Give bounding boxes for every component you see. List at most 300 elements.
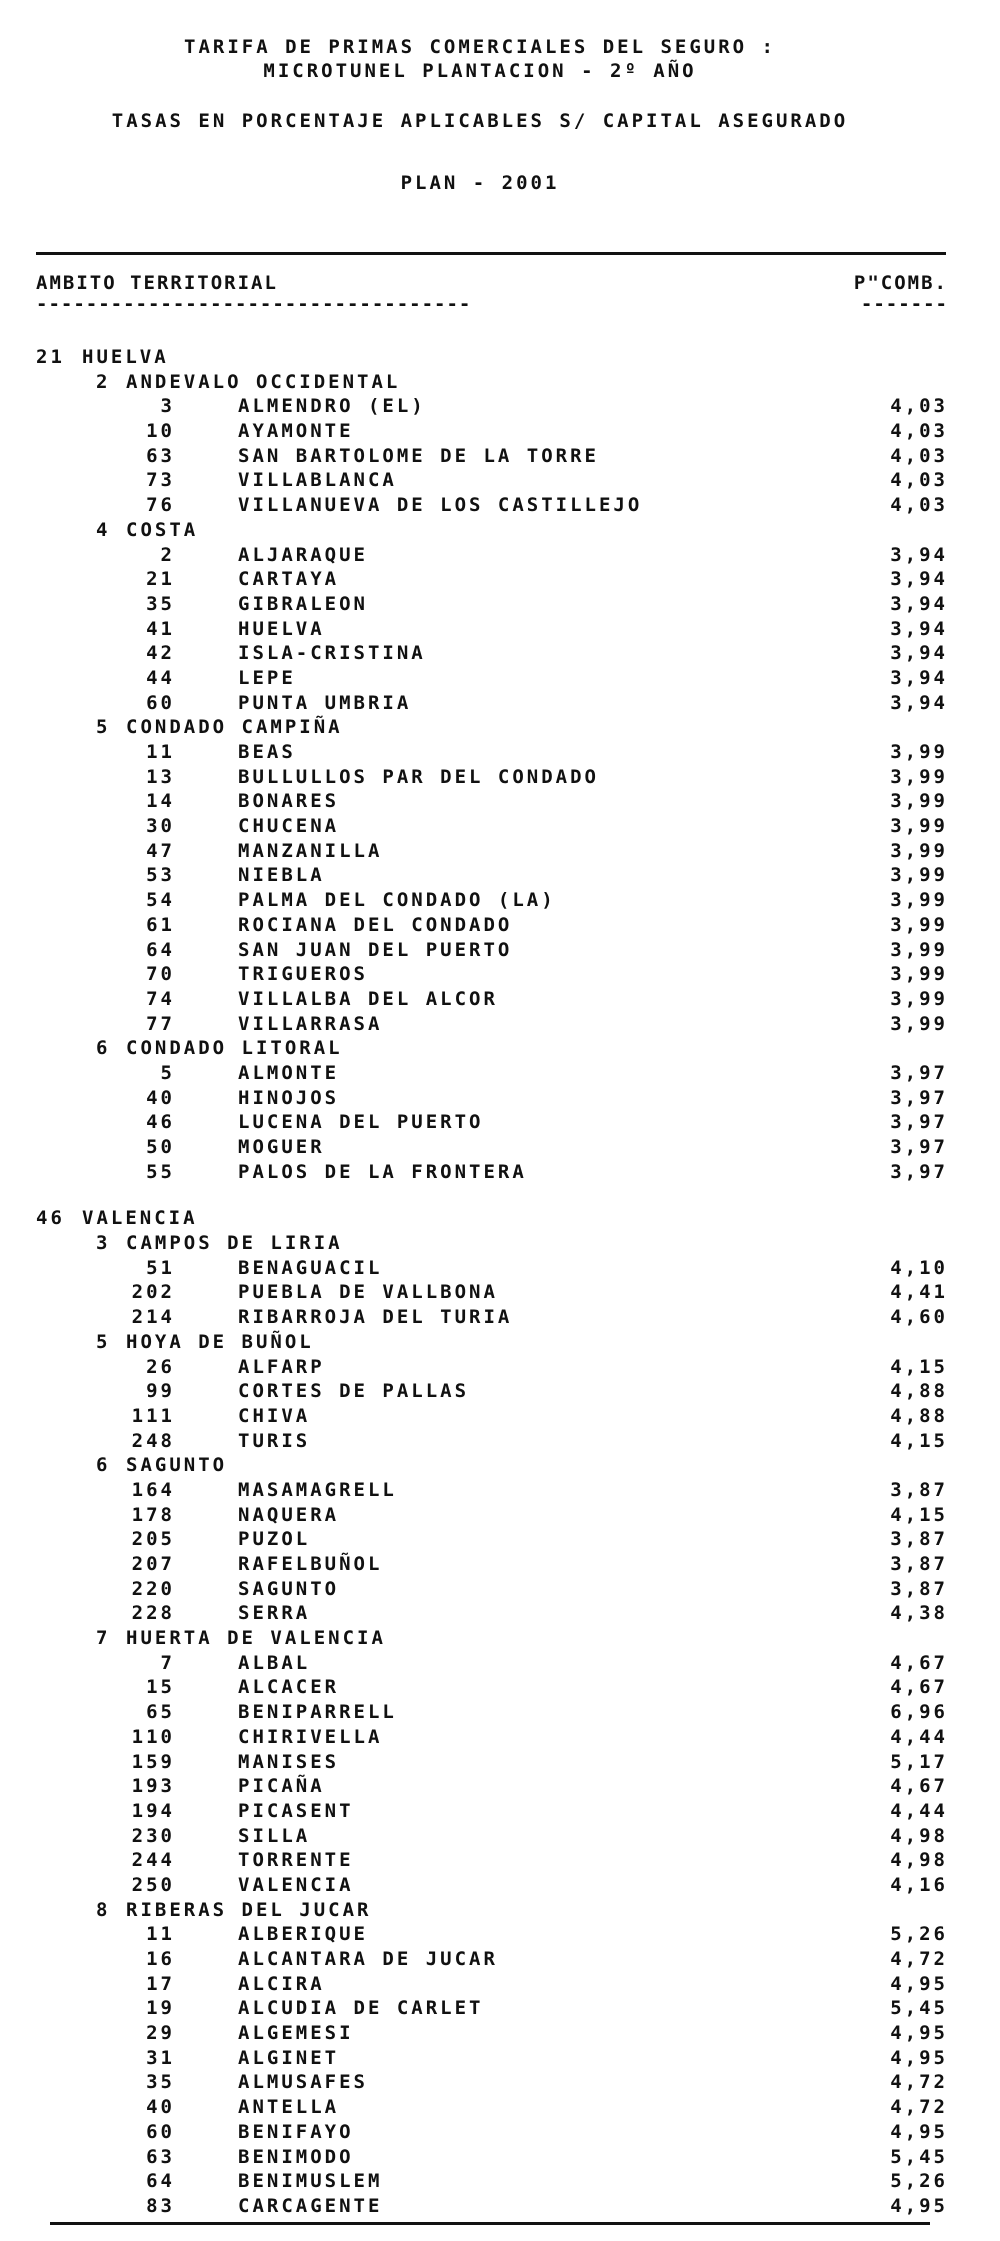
row-name: ROCIANA DEL CONDADO bbox=[238, 913, 513, 936]
row-name: LUCENA DEL PUERTO bbox=[238, 1111, 484, 1134]
row-name: TORRENTE bbox=[238, 1849, 354, 1872]
row-code: 40 bbox=[146, 1086, 175, 1109]
row-rate: 4,60 bbox=[890, 1306, 948, 1329]
row-code: 77 bbox=[146, 1012, 175, 1035]
row-name: ALMONTE bbox=[238, 1061, 340, 1084]
row-code: 111 bbox=[131, 1404, 175, 1427]
row-code: 6 bbox=[96, 1037, 111, 1060]
row-rate: 3,99 bbox=[890, 1012, 948, 1035]
municipality-row bbox=[0, 2021, 1000, 2046]
municipality-row bbox=[0, 419, 1000, 444]
municipality-row bbox=[0, 2194, 1000, 2219]
municipality-row bbox=[0, 1404, 1000, 1429]
row-rate: 4,72 bbox=[890, 1948, 948, 1970]
row-code: 2 bbox=[96, 370, 111, 393]
municipality-row bbox=[0, 2169, 1000, 2194]
row-rate: 3,97 bbox=[890, 1086, 948, 1109]
municipality-row bbox=[0, 1947, 1000, 1972]
municipality-row bbox=[0, 1922, 1000, 1947]
row-code: 35 bbox=[146, 592, 175, 615]
row-name: PALMA DEL CONDADO (LA) bbox=[238, 889, 556, 912]
row-name: BENIMUSLEM bbox=[238, 2170, 383, 2193]
row-code: 73 bbox=[146, 469, 175, 492]
row-code: 60 bbox=[146, 691, 175, 714]
row-code: 42 bbox=[146, 642, 175, 665]
row-code: 64 bbox=[146, 2170, 175, 2193]
row-code: 26 bbox=[146, 1355, 175, 1378]
row-rate: 5,45 bbox=[890, 1997, 948, 2020]
row-rate: 3,94 bbox=[890, 642, 948, 665]
row-code: 17 bbox=[146, 1972, 175, 1995]
row-code: 44 bbox=[146, 666, 175, 689]
comarca-row bbox=[0, 1453, 1000, 1478]
row-rate: 4,95 bbox=[890, 2022, 948, 2045]
row-name: ALGINET bbox=[238, 2046, 340, 2069]
row-code: 10 bbox=[146, 420, 175, 443]
row-rate: 3,99 bbox=[890, 839, 948, 862]
row-rate: 4,67 bbox=[890, 1651, 948, 1674]
row-rate: 5,26 bbox=[890, 1923, 948, 1946]
row-rate: 4,72 bbox=[890, 2096, 948, 2119]
row-name: VALENCIA bbox=[82, 1207, 198, 1230]
row-rate: 4,95 bbox=[890, 1972, 948, 1995]
municipality-row bbox=[0, 617, 1000, 642]
row-rate: 6,96 bbox=[890, 1701, 948, 1724]
municipality-row bbox=[0, 2120, 1000, 2145]
municipality-row bbox=[0, 2046, 1000, 2071]
column-header-rate: P"COMB. bbox=[853, 272, 948, 294]
row-name: HUERTA DE VALENCIA bbox=[126, 1627, 386, 1650]
municipality-row bbox=[0, 789, 1000, 814]
row-name: NAQUERA bbox=[238, 1503, 340, 1526]
row-rate: 4,03 bbox=[890, 444, 948, 467]
row-code: 178 bbox=[131, 1503, 175, 1526]
row-code: 47 bbox=[146, 839, 175, 862]
row-name: BULLULLOS PAR DEL CONDADO bbox=[238, 765, 599, 788]
row-name: ANDEVALO OCCIDENTAL bbox=[126, 370, 401, 393]
row-rate: 4,67 bbox=[890, 1775, 948, 1798]
row-rate: 4,41 bbox=[890, 1281, 948, 1304]
row-rate: 4,88 bbox=[890, 1380, 948, 1403]
row-rate: 3,99 bbox=[890, 963, 948, 986]
row-name: PUZOL bbox=[238, 1528, 311, 1551]
row-rate: 3,87 bbox=[890, 1577, 948, 1600]
row-rate: 3,97 bbox=[890, 1160, 948, 1183]
row-code: 7 bbox=[96, 1627, 111, 1650]
row-name: ALCACER bbox=[238, 1676, 340, 1699]
municipality-row bbox=[0, 1110, 1000, 1135]
row-name: ALBERIQUE bbox=[238, 1923, 368, 1946]
row-name: BONARES bbox=[238, 790, 340, 813]
row-rate: 4,15 bbox=[890, 1355, 948, 1378]
plan-label: PLAN - 2001 bbox=[400, 172, 560, 194]
row-code: 228 bbox=[131, 1602, 175, 1625]
document-title-line2: MICROTUNEL PLANTACION - 2º AÑO bbox=[263, 60, 697, 82]
row-rate: 4,03 bbox=[890, 420, 948, 443]
municipality-row bbox=[0, 1700, 1000, 1725]
top-rule bbox=[36, 252, 946, 255]
row-rate: 4,16 bbox=[890, 1873, 948, 1896]
row-rate: 3,97 bbox=[890, 1136, 948, 1158]
row-rate: 3,97 bbox=[890, 1061, 948, 1084]
municipality-row bbox=[0, 493, 1000, 518]
row-code: 8 bbox=[96, 1898, 111, 1921]
row-name: PUNTA UMBRIA bbox=[238, 691, 412, 714]
municipality-row bbox=[0, 1972, 1000, 1997]
municipality-row bbox=[0, 1824, 1000, 1849]
municipality-row bbox=[0, 1750, 1000, 1775]
row-rate: 3,94 bbox=[890, 666, 948, 689]
row-rate: 3,94 bbox=[890, 617, 948, 640]
municipality-row bbox=[0, 1160, 1000, 1185]
municipality-row bbox=[0, 394, 1000, 419]
municipality-row bbox=[0, 962, 1000, 987]
municipality-row bbox=[0, 1012, 1000, 1037]
row-rate: 5,17 bbox=[890, 1750, 948, 1773]
row-name: ALJARAQUE bbox=[238, 543, 368, 566]
row-code: 83 bbox=[146, 2194, 175, 2217]
row-name: PICAÑA bbox=[238, 1775, 325, 1798]
row-name: VALENCIA bbox=[238, 1873, 354, 1896]
municipality-row bbox=[0, 1429, 1000, 1454]
municipality-row bbox=[0, 888, 1000, 913]
row-name: TURIS bbox=[238, 1429, 311, 1452]
column-underline-rate: ------- bbox=[860, 293, 948, 315]
municipality-row bbox=[0, 814, 1000, 839]
row-rate: 3,99 bbox=[890, 889, 948, 912]
row-code: 194 bbox=[131, 1799, 175, 1822]
municipality-row bbox=[0, 666, 1000, 691]
province-row bbox=[0, 345, 1000, 370]
municipality-row bbox=[0, 1774, 1000, 1799]
row-name: HUELVA bbox=[82, 346, 169, 368]
row-name: MASAMAGRELL bbox=[238, 1478, 397, 1501]
comarca-row bbox=[0, 370, 1000, 395]
row-name: RAFELBUÑOL bbox=[238, 1553, 383, 1575]
municipality-row bbox=[0, 863, 1000, 888]
row-code: 214 bbox=[131, 1306, 175, 1329]
row-code: 110 bbox=[131, 1725, 175, 1748]
row-name: ISLA-CRISTINA bbox=[238, 642, 426, 665]
row-code: 16 bbox=[146, 1948, 175, 1970]
row-rate: 5,26 bbox=[890, 2170, 948, 2193]
row-code: 13 bbox=[146, 765, 175, 788]
row-rate: 3,87 bbox=[890, 1478, 948, 1501]
row-rate: 4,72 bbox=[890, 2071, 948, 2094]
municipality-row bbox=[0, 1086, 1000, 1111]
row-rate: 3,99 bbox=[890, 938, 948, 961]
row-name: ALFARP bbox=[238, 1355, 325, 1378]
municipality-row bbox=[0, 567, 1000, 592]
municipality-row bbox=[0, 592, 1000, 617]
row-rate: 4,95 bbox=[890, 2194, 948, 2217]
municipality-row bbox=[0, 1503, 1000, 1528]
row-rate: 3,99 bbox=[890, 790, 948, 813]
row-name: VILLALBA DEL ALCOR bbox=[238, 987, 498, 1010]
row-code: 4 bbox=[96, 518, 111, 541]
row-name: SAGUNTO bbox=[238, 1577, 340, 1600]
row-name: SAN BARTOLOME DE LA TORRE bbox=[238, 444, 599, 467]
row-name: PUEBLA DE VALLBONA bbox=[238, 1281, 498, 1304]
municipality-row bbox=[0, 1305, 1000, 1330]
row-name: CHIRIVELLA bbox=[238, 1725, 383, 1748]
row-rate: 4,95 bbox=[890, 2046, 948, 2069]
row-code: 15 bbox=[146, 1676, 175, 1699]
row-code: 248 bbox=[131, 1429, 175, 1452]
row-code: 14 bbox=[146, 790, 175, 813]
row-name: SAGUNTO bbox=[126, 1454, 228, 1477]
row-rate: 3,99 bbox=[890, 913, 948, 936]
row-code: 55 bbox=[146, 1160, 175, 1183]
municipality-row bbox=[0, 691, 1000, 716]
row-code: 41 bbox=[146, 617, 175, 640]
row-name: BENIMODO bbox=[238, 2145, 354, 2168]
row-code: 61 bbox=[146, 913, 175, 936]
municipality-row bbox=[0, 1651, 1000, 1676]
municipality-row bbox=[0, 913, 1000, 938]
row-code: 76 bbox=[146, 494, 175, 517]
document-subtitle: TASAS EN PORCENTAJE APLICABLES S/ CAPITAL ASEGURADO bbox=[111, 110, 849, 132]
row-rate: 3,99 bbox=[890, 741, 948, 763]
column-underline-territory: ----------------------------------- bbox=[36, 293, 472, 315]
row-rate: 3,99 bbox=[890, 864, 948, 887]
row-code: 244 bbox=[131, 1849, 175, 1872]
row-name: RIBARROJA DEL TURIA bbox=[238, 1306, 513, 1329]
row-name: ALMENDRO (EL) bbox=[238, 395, 426, 418]
municipality-row bbox=[0, 1280, 1000, 1305]
row-name: CAMPOS DE LIRIA bbox=[126, 1232, 343, 1255]
row-name: SAN JUAN DEL PUERTO bbox=[238, 938, 513, 961]
row-code: 74 bbox=[146, 987, 175, 1010]
municipality-row bbox=[0, 1552, 1000, 1577]
row-rate: 3,97 bbox=[890, 1111, 948, 1134]
municipality-row bbox=[0, 987, 1000, 1012]
section-gap bbox=[0, 1184, 1000, 1206]
row-name: PICASENT bbox=[238, 1799, 354, 1822]
row-code: 220 bbox=[131, 1577, 175, 1600]
comarca-row bbox=[0, 1330, 1000, 1355]
row-name: BENAGUACIL bbox=[238, 1256, 383, 1279]
row-name: PALOS DE LA FRONTERA bbox=[238, 1160, 527, 1183]
municipality-row bbox=[0, 2145, 1000, 2170]
row-name: ALCANTARA DE JUCAR bbox=[238, 1948, 498, 1970]
row-rate: 5,45 bbox=[890, 2145, 948, 2168]
row-name: AYAMONTE bbox=[238, 420, 354, 443]
row-code: 230 bbox=[131, 1824, 175, 1847]
province-row bbox=[0, 1206, 1000, 1231]
row-name: HOYA DE BUÑOL bbox=[126, 1330, 314, 1353]
municipality-row bbox=[0, 1256, 1000, 1281]
row-code: 21 bbox=[146, 568, 175, 591]
row-name: CONDADO CAMPIÑA bbox=[126, 716, 343, 739]
row-rate: 3,87 bbox=[890, 1553, 948, 1575]
municipality-row bbox=[0, 740, 1000, 765]
row-code: 64 bbox=[146, 938, 175, 961]
row-name: LEPE bbox=[238, 666, 296, 689]
row-rate: 4,95 bbox=[890, 2120, 948, 2143]
row-rate: 4,98 bbox=[890, 1849, 948, 1872]
municipality-row bbox=[0, 1577, 1000, 1602]
row-name: BENIPARRELL bbox=[238, 1701, 397, 1724]
row-rate: 3,94 bbox=[890, 691, 948, 714]
row-code: 99 bbox=[146, 1380, 175, 1403]
row-name: COSTA bbox=[126, 518, 199, 541]
row-code: 193 bbox=[131, 1775, 175, 1798]
municipality-row bbox=[0, 444, 1000, 469]
row-name: ANTELLA bbox=[238, 2096, 340, 2119]
comarca-row bbox=[0, 518, 1000, 543]
municipality-row bbox=[0, 1601, 1000, 1626]
row-name: VILLABLANCA bbox=[238, 469, 397, 492]
row-name: CONDADO LITORAL bbox=[126, 1037, 343, 1060]
column-header-territory: AMBITO TERRITORIAL bbox=[36, 272, 278, 294]
comarca-row bbox=[0, 1898, 1000, 1923]
row-code: 54 bbox=[146, 889, 175, 912]
row-code: 11 bbox=[146, 1923, 175, 1946]
row-name: BEAS bbox=[238, 741, 296, 763]
row-name: SILLA bbox=[238, 1824, 311, 1847]
row-code: 19 bbox=[146, 1997, 175, 2020]
municipality-row bbox=[0, 1848, 1000, 1873]
row-rate: 3,87 bbox=[890, 1528, 948, 1551]
row-code: 51 bbox=[146, 1256, 175, 1279]
row-code: 21 bbox=[36, 346, 65, 368]
document-title-line1: TARIFA DE PRIMAS COMERCIALES DEL SEGURO : bbox=[184, 36, 776, 58]
row-rate: 4,38 bbox=[890, 1602, 948, 1625]
row-rate: 3,99 bbox=[890, 765, 948, 788]
row-code: 53 bbox=[146, 864, 175, 887]
row-code: 164 bbox=[131, 1478, 175, 1501]
municipality-row bbox=[0, 1996, 1000, 2021]
row-code: 50 bbox=[146, 1136, 175, 1158]
row-name: TRIGUEROS bbox=[238, 963, 368, 986]
row-name: CHUCENA bbox=[238, 815, 340, 838]
rate-table bbox=[0, 345, 1000, 2219]
row-name: HUELVA bbox=[238, 617, 325, 640]
municipality-row bbox=[0, 641, 1000, 666]
row-code: 6 bbox=[96, 1454, 111, 1477]
municipality-row bbox=[0, 1675, 1000, 1700]
row-rate: 4,10 bbox=[890, 1256, 948, 1279]
row-code: 3 bbox=[160, 395, 175, 418]
row-rate: 4,03 bbox=[890, 494, 948, 517]
municipality-row bbox=[0, 839, 1000, 864]
row-code: 31 bbox=[146, 2046, 175, 2069]
row-name: ALGEMESI bbox=[238, 2022, 354, 2045]
row-name: CARCAGENTE bbox=[238, 2194, 383, 2217]
municipality-row bbox=[0, 1725, 1000, 1750]
row-name: SERRA bbox=[238, 1602, 311, 1625]
row-code: 30 bbox=[146, 815, 175, 838]
row-code: 5 bbox=[96, 716, 111, 739]
bottom-rule bbox=[50, 2222, 930, 2225]
row-code: 202 bbox=[131, 1281, 175, 1304]
row-code: 7 bbox=[160, 1651, 175, 1674]
comarca-row bbox=[0, 1036, 1000, 1061]
municipality-row bbox=[0, 1379, 1000, 1404]
row-name: NIEBLA bbox=[238, 864, 325, 887]
row-rate: 3,94 bbox=[890, 543, 948, 566]
row-code: 35 bbox=[146, 2071, 175, 2094]
municipality-row bbox=[0, 938, 1000, 963]
municipality-row bbox=[0, 468, 1000, 493]
municipality-row bbox=[0, 1873, 1000, 1898]
row-code: 70 bbox=[146, 963, 175, 986]
municipality-row bbox=[0, 2095, 1000, 2120]
municipality-row bbox=[0, 765, 1000, 790]
row-code: 46 bbox=[146, 1111, 175, 1134]
row-code: 46 bbox=[36, 1207, 65, 1230]
municipality-row bbox=[0, 1478, 1000, 1503]
row-rate: 4,44 bbox=[890, 1725, 948, 1748]
row-code: 5 bbox=[160, 1061, 175, 1084]
row-name: ALMUSAFES bbox=[238, 2071, 368, 2094]
row-rate: 3,99 bbox=[890, 815, 948, 838]
row-name: MANISES bbox=[238, 1750, 340, 1773]
comarca-row bbox=[0, 1231, 1000, 1256]
comarca-row bbox=[0, 1626, 1000, 1651]
row-name: CARTAYA bbox=[238, 568, 340, 591]
row-rate: 4,98 bbox=[890, 1824, 948, 1847]
row-rate: 3,94 bbox=[890, 592, 948, 615]
row-rate: 4,15 bbox=[890, 1503, 948, 1526]
comarca-row bbox=[0, 715, 1000, 740]
row-code: 5 bbox=[96, 1330, 111, 1353]
row-name: MANZANILLA bbox=[238, 839, 383, 862]
municipality-row bbox=[0, 1135, 1000, 1160]
municipality-row bbox=[0, 543, 1000, 568]
row-rate: 4,03 bbox=[890, 469, 948, 492]
row-rate: 4,15 bbox=[890, 1429, 948, 1452]
municipality-row bbox=[0, 1355, 1000, 1380]
row-rate: 3,94 bbox=[890, 568, 948, 591]
row-rate: 4,67 bbox=[890, 1676, 948, 1699]
row-code: 11 bbox=[146, 741, 175, 763]
row-name: BENIFAYO bbox=[238, 2120, 354, 2143]
row-name: MOGUER bbox=[238, 1136, 325, 1158]
row-name: CHIVA bbox=[238, 1404, 311, 1427]
municipality-row bbox=[0, 1799, 1000, 1824]
row-code: 29 bbox=[146, 2022, 175, 2045]
row-code: 60 bbox=[146, 2120, 175, 2143]
row-name: VILLANUEVA DE LOS CASTILLEJO bbox=[238, 494, 643, 517]
row-code: 207 bbox=[131, 1553, 175, 1575]
row-rate: 3,99 bbox=[890, 987, 948, 1010]
municipality-row bbox=[0, 1527, 1000, 1552]
row-code: 205 bbox=[131, 1528, 175, 1551]
row-rate: 4,03 bbox=[890, 395, 948, 418]
row-code: 40 bbox=[146, 2096, 175, 2119]
row-name: ALCUDIA DE CARLET bbox=[238, 1997, 484, 2020]
row-code: 63 bbox=[146, 444, 175, 467]
row-name: ALBAL bbox=[238, 1651, 311, 1674]
row-name: GIBRALEON bbox=[238, 592, 368, 615]
row-name: CORTES DE PALLAS bbox=[238, 1380, 470, 1403]
row-rate: 4,44 bbox=[890, 1799, 948, 1822]
row-code: 65 bbox=[146, 1701, 175, 1724]
row-code: 63 bbox=[146, 2145, 175, 2168]
row-code: 250 bbox=[131, 1873, 175, 1896]
row-name: HINOJOS bbox=[238, 1086, 340, 1109]
row-code: 2 bbox=[160, 543, 175, 566]
row-code: 3 bbox=[96, 1232, 111, 1255]
row-name: RIBERAS DEL JUCAR bbox=[126, 1898, 372, 1921]
municipality-row bbox=[0, 1061, 1000, 1086]
row-rate: 4,88 bbox=[890, 1404, 948, 1427]
row-name: VILLARRASA bbox=[238, 1012, 383, 1035]
row-code: 159 bbox=[131, 1750, 175, 1773]
row-name: ALCIRA bbox=[238, 1972, 325, 1995]
